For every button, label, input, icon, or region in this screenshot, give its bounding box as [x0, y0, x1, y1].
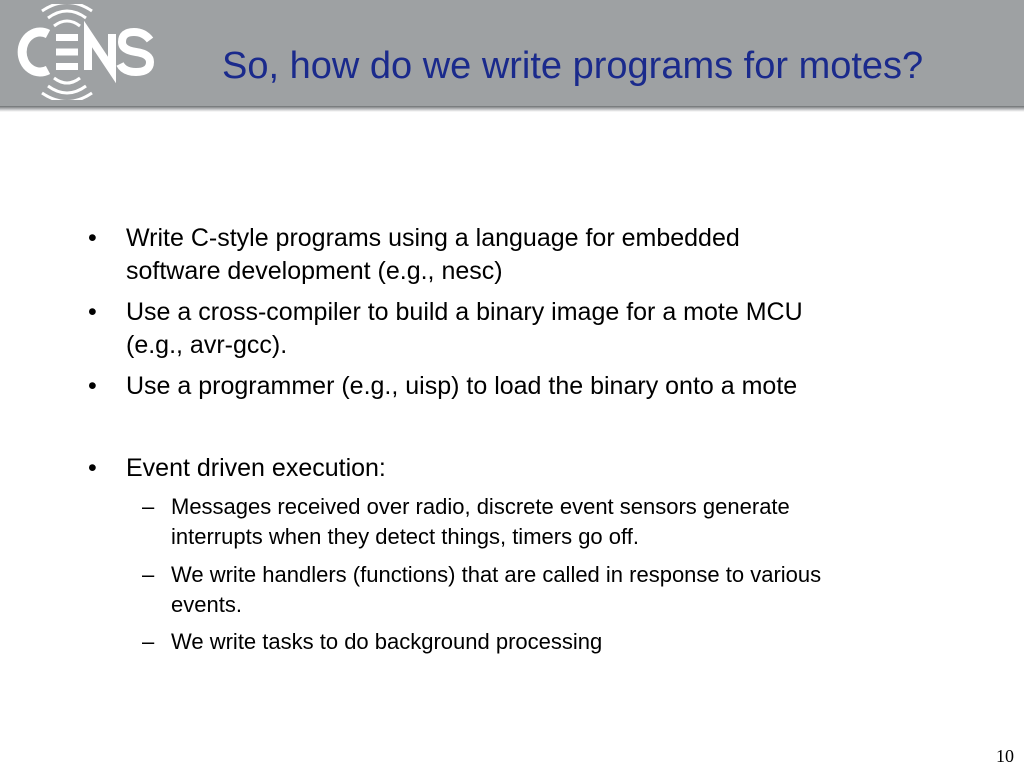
sub-bullet-line: Messages received over radio, discrete event sensors generate [171, 494, 790, 519]
bullet-item [88, 452, 926, 485]
bullet-line: Use a programmer (e.g., uisp) to load the binary onto a mote [126, 372, 798, 400]
bullet-item [88, 370, 926, 403]
sub-bullet-line: events. [171, 592, 242, 617]
bullet-line: Write C-style programs using a language for embedded [126, 224, 740, 252]
bullet-line: Use a cross-compiler to build a binary image for a mote MCU [126, 298, 803, 326]
bullet-glyph: • [88, 454, 97, 482]
bullet-line: (e.g., avr-gcc). [126, 331, 288, 359]
bullet-glyph: • [88, 224, 97, 252]
slide-title: So, how do we write programs for motes? [222, 45, 924, 87]
bullet-glyph: • [88, 298, 97, 326]
sub-bullet-item [142, 627, 951, 657]
sub-bullet-line: We write handlers (functions) that are called in response to various [171, 562, 822, 587]
sub-bullet-line: interrupts when they detect things, timers go off. [171, 524, 639, 549]
dash-glyph: – [142, 494, 155, 519]
dash-glyph: – [142, 562, 155, 587]
sub-bullet-item [142, 492, 951, 552]
page-number: 10 [996, 746, 1014, 766]
bullet-item [88, 222, 926, 288]
bullet-line: software development (e.g., nesc) [126, 257, 503, 285]
dash-glyph: – [142, 629, 155, 654]
bullet-line: Event driven execution: [126, 454, 386, 482]
bullet-item [88, 296, 926, 362]
sub-bullet-item [142, 560, 951, 620]
bullet-glyph: • [88, 372, 97, 400]
sub-bullet-line: We write tasks to do background processing [171, 629, 603, 654]
